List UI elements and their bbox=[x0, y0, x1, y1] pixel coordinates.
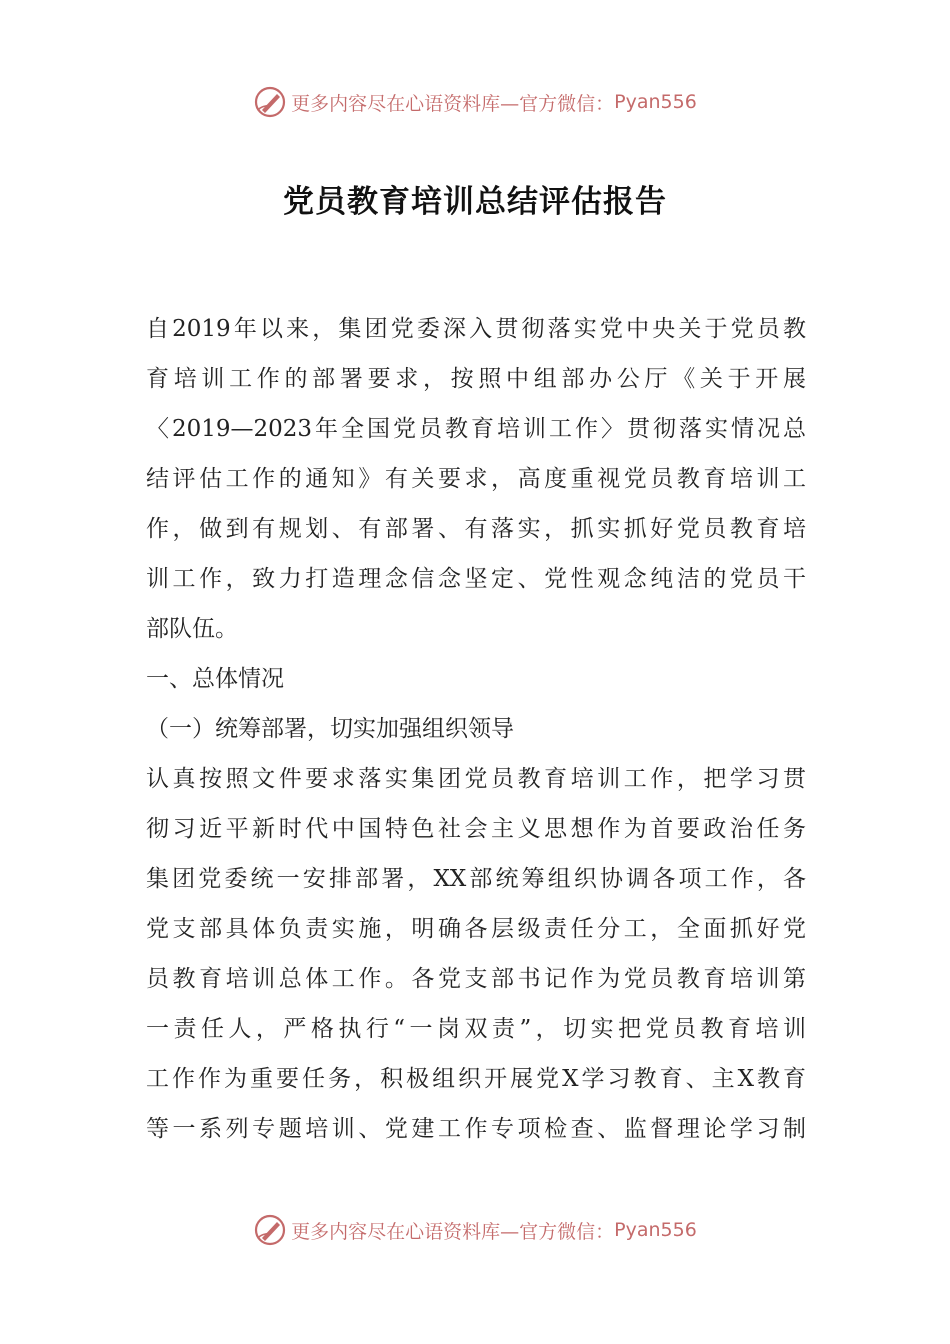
document-body bbox=[146, 304, 806, 1154]
watermark-footer bbox=[0, 1210, 950, 1250]
text-line: 集团党委统一安排部署，XX部统筹组织协调各项工作，各 bbox=[146, 866, 806, 892]
text-line: 党支部具体负责实施，明确各层级责任分工，全面抓好党 bbox=[146, 916, 806, 942]
watermark-wechat-id: Pyan556 bbox=[614, 1219, 697, 1241]
watermark-header bbox=[0, 82, 950, 122]
pen-logo-icon bbox=[253, 85, 287, 119]
text-line: 部队伍。 bbox=[146, 616, 238, 642]
text-line: 自2019年以来，集团党委深入贯彻落实党中央关于党员教 bbox=[146, 316, 806, 342]
text-line: 员教育培训总体工作。各党支部书记作为党员教育培训第 bbox=[146, 966, 806, 992]
text-line: 结评估工作的通知》有关要求，高度重视党员教育培训工 bbox=[146, 466, 806, 492]
text-line: 等一系列专题培训、党建工作专项检查、监督理论学习制 bbox=[146, 1116, 806, 1142]
text-line: 训工作，致力打造理念信念坚定、党性观念纯洁的党员干 bbox=[146, 566, 806, 592]
watermark-wechat-id: Pyan556 bbox=[614, 91, 697, 113]
watermark-text: 更多内容尽在心语资料库—官方微信： bbox=[291, 1220, 615, 1243]
section-heading: 一、总体情况 bbox=[146, 666, 284, 692]
subsection-heading: （一）统筹部署，切实加强组织领导 bbox=[146, 716, 514, 742]
document-title: 党员教育培训总结评估报告 bbox=[283, 184, 667, 220]
text-line: 一责任人，严格执行“一岗双责”，切实把党员教育培训 bbox=[146, 1016, 806, 1042]
text-line: 彻习近平新时代中国特色社会主义思想作为首要政治任务 bbox=[146, 816, 806, 842]
text-line: 作，做到有规划、有部署、有落实，抓实抓好党员教育培 bbox=[146, 516, 806, 542]
text-line: 认真按照文件要求落实集团党员教育培训工作，把学习贯 bbox=[146, 766, 806, 792]
text-line: 〈2019—2023年全国党员教育培训工作〉贯彻落实情况总 bbox=[146, 416, 806, 442]
pen-logo-icon bbox=[253, 1213, 287, 1247]
text-line: 工作作为重要任务，积极组织开展党X学习教育、主X教育 bbox=[146, 1066, 806, 1092]
text-line: 育培训工作的部署要求，按照中组部办公厅《关于开展 bbox=[146, 366, 806, 392]
watermark-text: 更多内容尽在心语资料库—官方微信： bbox=[291, 92, 615, 115]
